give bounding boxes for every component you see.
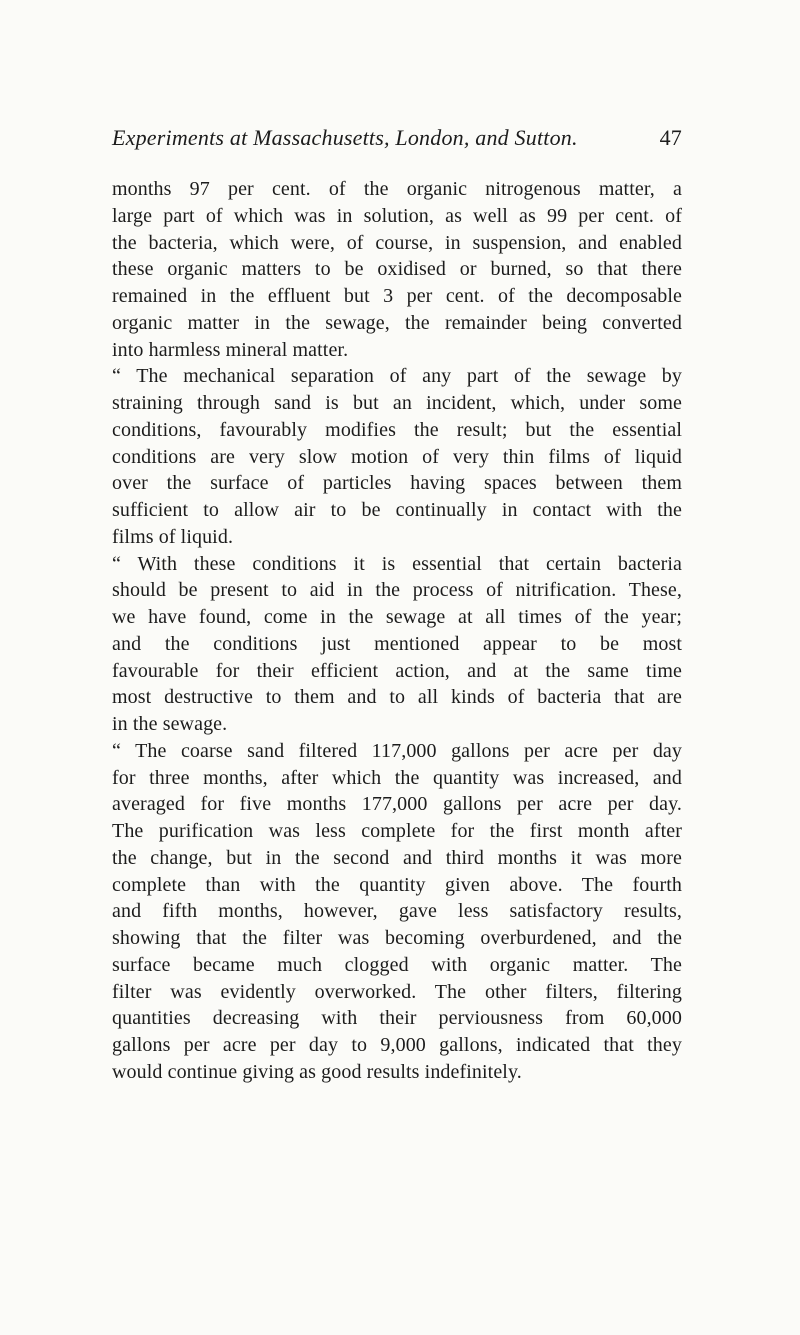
text-line: complete than with the quantity given above. The fourth — [112, 873, 682, 896]
text-line: quantities decreasing with their perviousness from 60,000 — [112, 1007, 682, 1030]
text-line: “ The mechanical separation of any part of the sewage by — [112, 365, 682, 388]
running-head — [112, 123, 682, 153]
page-number: 47 — [659, 125, 682, 150]
text-line: conditions, favourably modifies the result; but the essential — [112, 418, 682, 441]
text-line: over the surface of particles having spaces between them — [112, 472, 682, 495]
text-line: averaged for five months 177,000 gallons per acre per day. — [112, 793, 682, 816]
text-line: large part of which was in solution, as well as 99 per cent. of — [112, 204, 682, 227]
text-line: showing that the filter was becoming overburdened, and the — [112, 927, 682, 949]
paragraph-end-line: in the sewage. — [112, 713, 228, 735]
text-line: months 97 per cent. of the organic nitrogenous matter, a — [112, 178, 682, 200]
text-line: conditions are very slow motion of very thin films of liquid — [112, 445, 682, 468]
text-line: sufficient to allow air to be continually in contact with the — [112, 499, 682, 521]
text-line: we have found, come in the sewage at all times of the year; — [112, 606, 682, 628]
running-title: Experiments at Massachusetts, London, and Sutton. — [112, 125, 578, 150]
paragraph-end-line: films of liquid. — [112, 525, 234, 548]
text-line: the bacteria, which were, of course, in suspension, and enabled — [112, 231, 682, 254]
text-line: “ The coarse sand filtered 117,000 gallons per acre per day — [112, 739, 682, 762]
body-text — [112, 176, 682, 1086]
text-line: most destructive to them and to all kinds of bacteria that are — [112, 686, 682, 709]
text-line: straining through sand is but an incident, which, under some — [112, 392, 682, 414]
text-line: these organic matters to be oxidised or burned, so that there — [112, 258, 682, 281]
text-line: for three months, after which the quantity was increased, and — [112, 766, 682, 789]
text-line: The purification was less complete for the first month after — [112, 820, 682, 842]
text-line: organic matter in the sewage, the remainder being converted — [112, 311, 682, 334]
text-line: filter was evidently overworked. The other filters, filtering — [112, 980, 682, 1003]
text-line: and the conditions just mentioned appear to be most — [112, 632, 682, 655]
paragraph-end-line: would continue giving as good results indefinitely. — [112, 1060, 522, 1083]
text-line: should be present to aid in the process of nitrification. These, — [112, 579, 682, 602]
text-line: and fifth months, however, gave less satisfactory results, — [112, 900, 682, 923]
text-line: remained in the effluent but 3 per cent. of the decomposable — [112, 285, 682, 307]
text-line: surface became much clogged with organic matter. The — [112, 953, 682, 976]
text-line: favourable for their efficient action, and at the same time — [112, 659, 682, 682]
paragraph-end-line: into harmless mineral matter. — [112, 338, 349, 361]
text-line: “ With these conditions it is essential that certain bacteria — [112, 552, 682, 575]
text-line: the change, but in the second and third months it was more — [112, 846, 682, 869]
text-line: gallons per acre per day to 9,000 gallons, indicated that they — [112, 1034, 682, 1056]
